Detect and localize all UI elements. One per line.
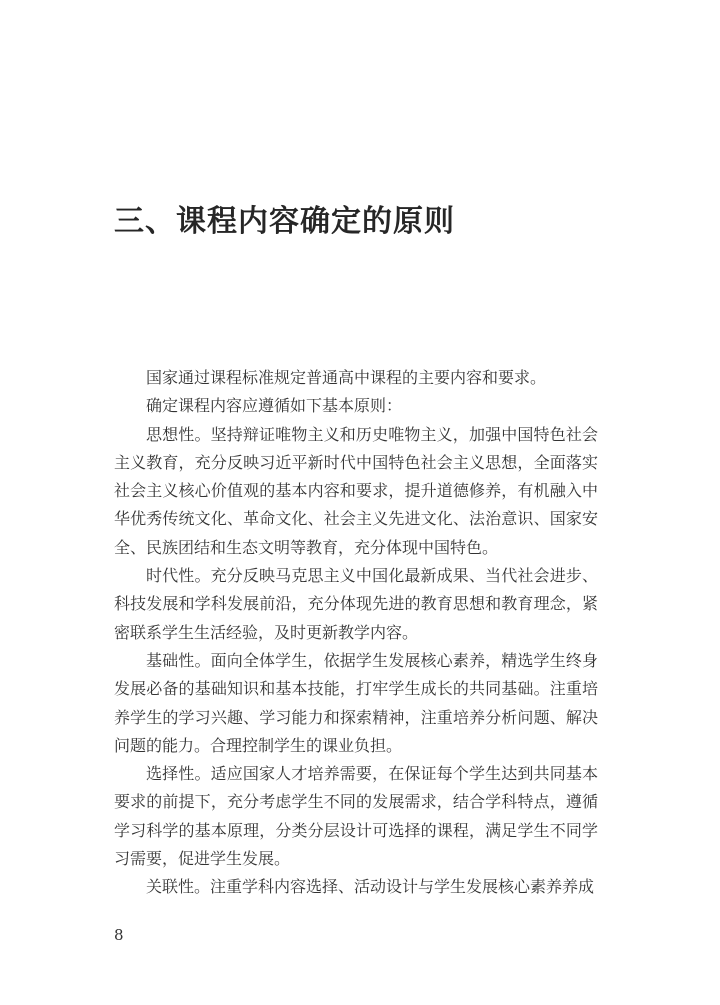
paragraph-intro: 国家通过课程标准规定普通高中课程的主要内容和要求。 [146, 368, 547, 387]
paragraph-foundational: 基础性。面向全体学生，依据学生发展核心素养，精选学生终身发展必备的基础知识和基本技能，打牢学生成长的共同基础。注重培养学生的学习兴趣、学习能力和探索精神，注重培养分析问题、解决问题的能力。合理控制学生的课业负担。 [114, 650, 598, 755]
paragraph-contemporary: 时代性。充分反映马克思主义中国化最新成果、当代社会进步、科技发展和学科发展前沿，充分体现先进的教育思想和教育理念，紧密联系学生生活经验，及时更新教学内容。 [114, 566, 598, 642]
paragraph-ideological: 思想性。坚持辩证唯物主义和历史唯物主义，加强中国特色社会主义教育，充分反映习近平新时代中国特色社会主义思想，全面落实社会主义核心价值观的基本内容和要求，提升道德修养，有机融入中华优秀传统文化、革命文化、社会主义先进文化、法治意识、国家安全、民族团结和生态文明等教育，充分体现中国特色。 [114, 424, 598, 557]
page-number: 8 [114, 926, 124, 944]
body-text [114, 364, 598, 902]
paragraph-relevance: 关联性。注重学科内容选择、活动设计与学生发展核心素养养成 [146, 877, 595, 897]
paragraph-principles-lead: 确定课程内容应遵循如下基本原则： [146, 396, 403, 416]
section-heading: 三、课程内容确定的原则 [114, 204, 455, 239]
paragraph-selective: 选择性。适应国家人才培养需要，在保证每个学生达到共同基本要求的前提下，充分考虑学生不同的发展需求，结合学科特点，遵循学习科学的基本原理，分类分层设计可选择的课程，满足学生不同学习需要，促进学生发展。 [114, 764, 598, 869]
